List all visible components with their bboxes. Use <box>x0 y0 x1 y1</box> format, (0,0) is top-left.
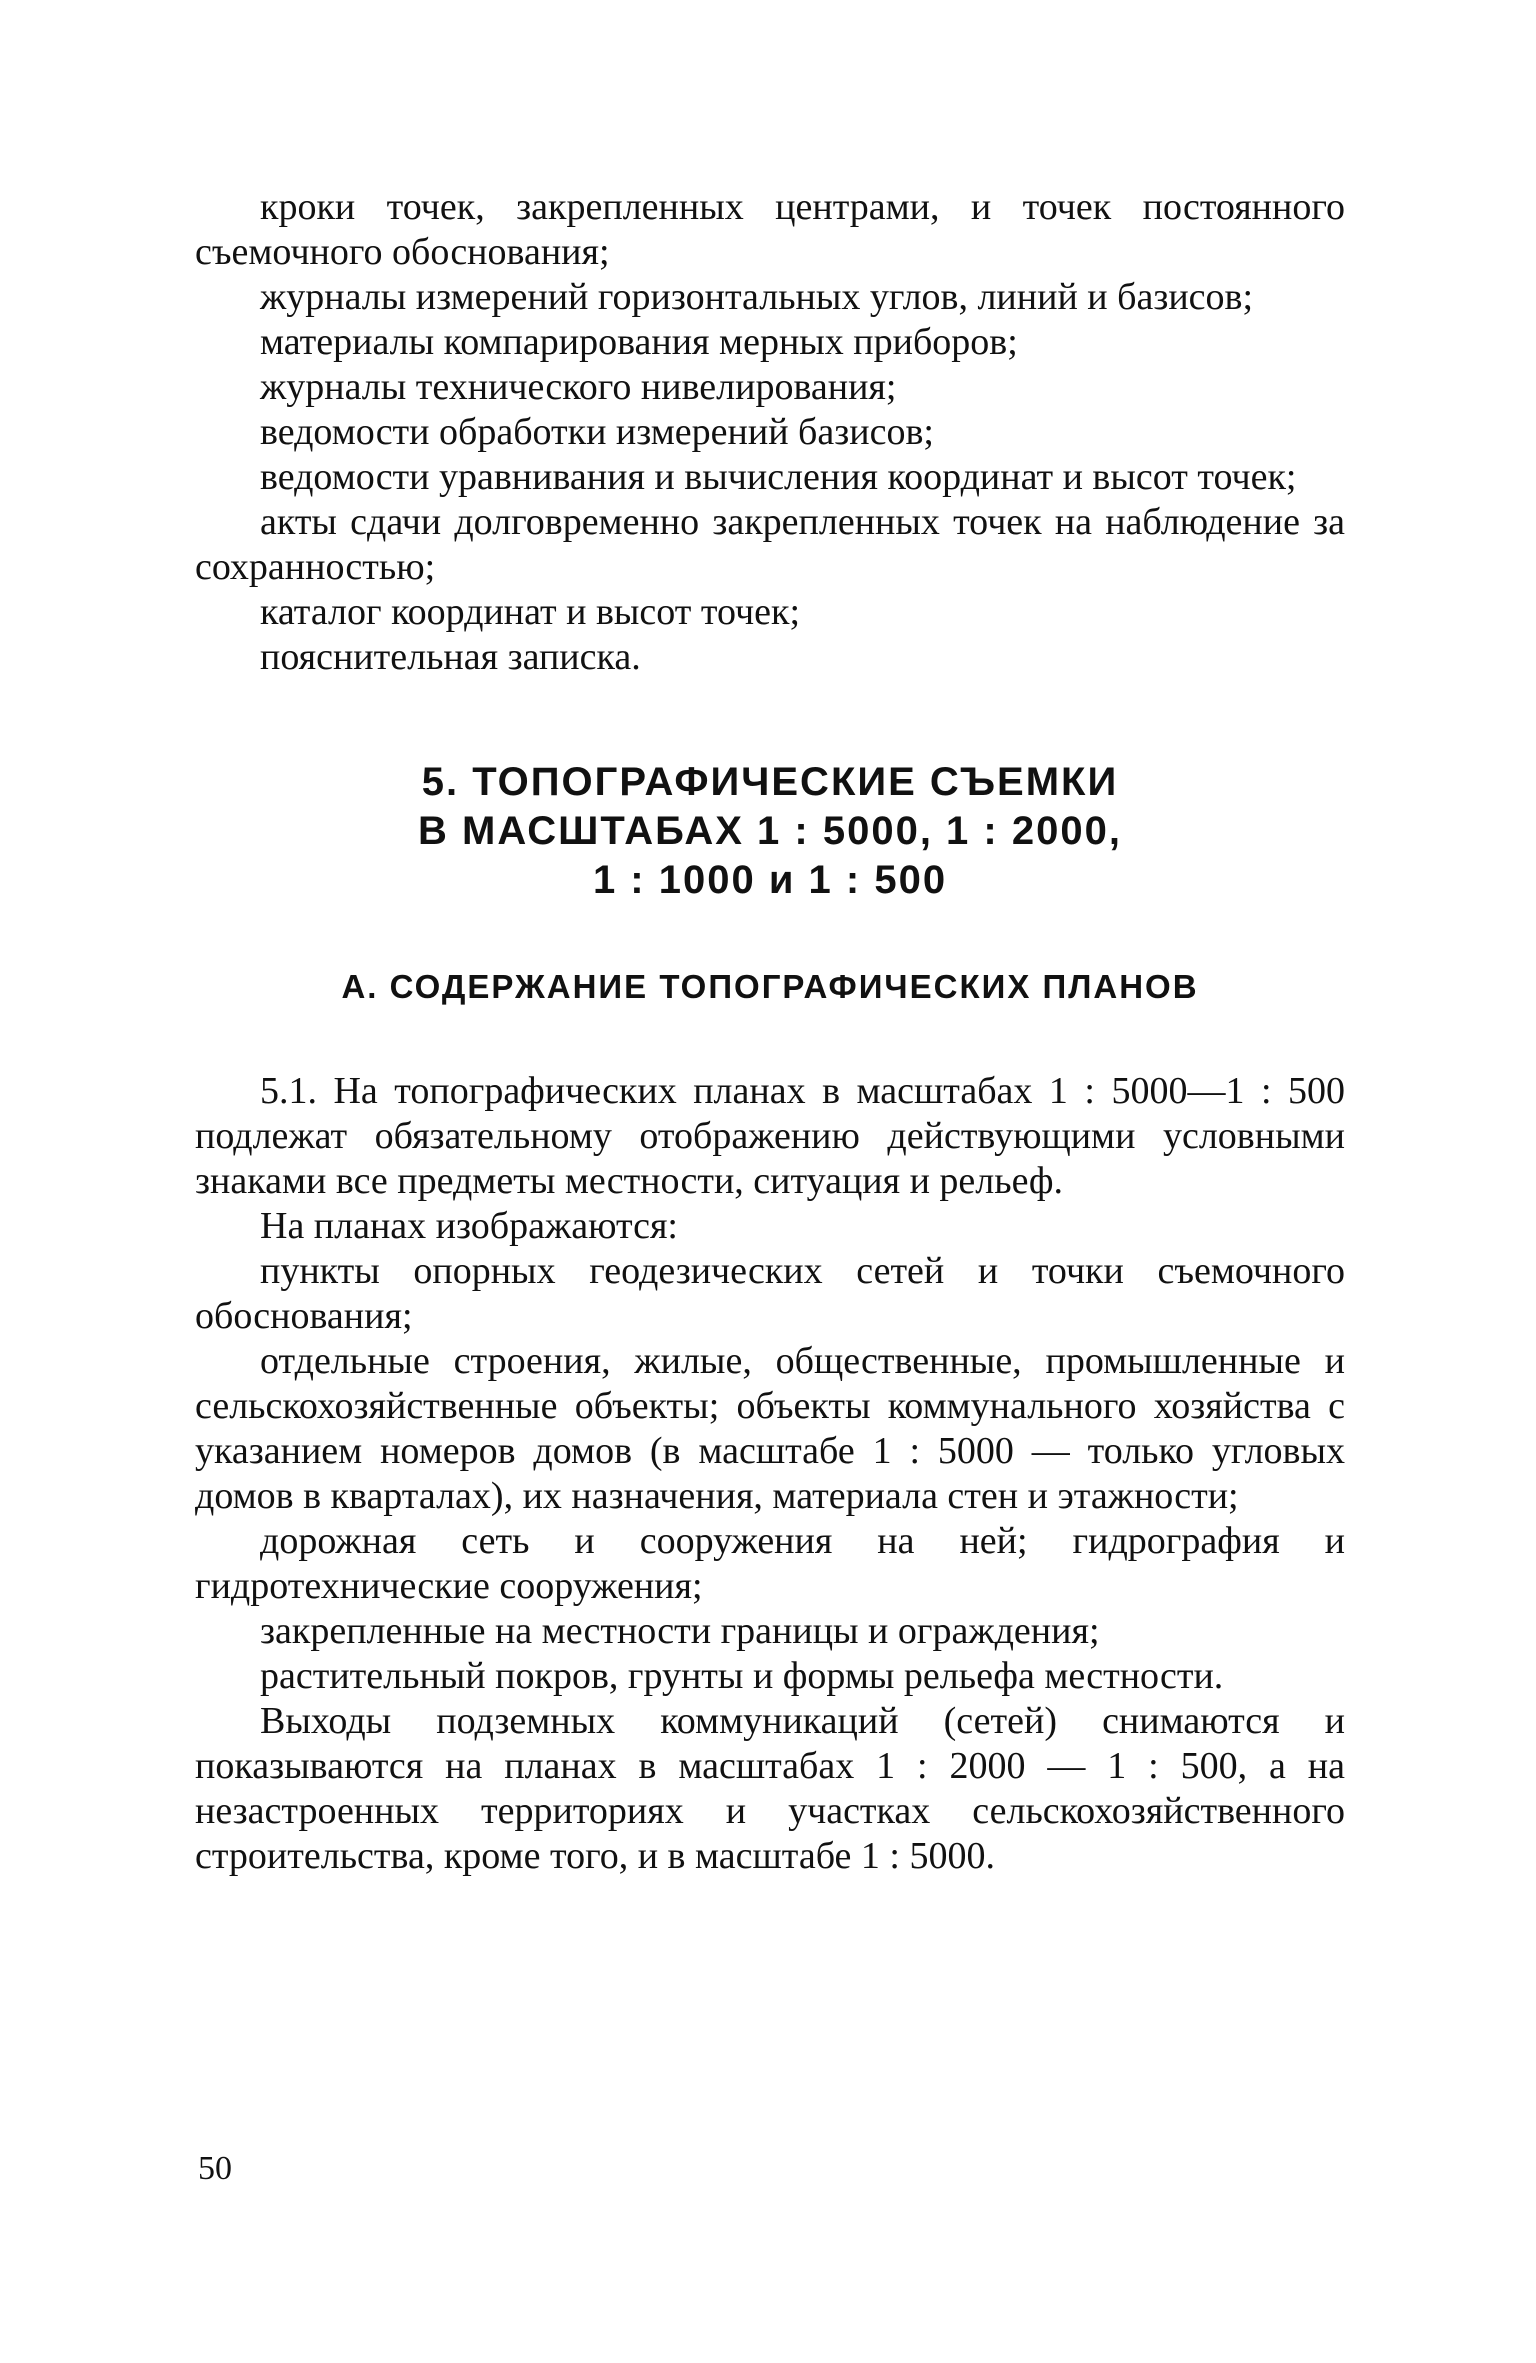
paragraph: дорожная сеть и сооружения на ней; гидрография и гидротехнические сооружения; <box>195 1520 1345 1607</box>
list-item: материалы компарирования мерных приборов; <box>260 321 1018 363</box>
page-number: 50 <box>198 2150 232 2187</box>
body-text <box>195 1069 1345 1879</box>
list-item: акты сдачи долговременно закрепленных точек на наблюдение за сохранностью; <box>195 501 1345 588</box>
list-item: ведомости обработки измерений базисов; <box>260 411 934 453</box>
paragraph: закрепленные на местности границы и ограждения; <box>260 1610 1100 1652</box>
list-item: пояснительная записка. <box>260 636 641 678</box>
section-heading-line: В МАСШТАБАХ 1 : 5000, 1 : 2000, <box>418 809 1122 853</box>
paragraph: Выходы подземных коммуникаций (сетей) снимаются и показываются на планах в масштабах 1 : 2000 — 1 : 500, а на незастроенных территориях и участках сельскохозяйственного строительства, кроме того, и в масштабе 1 : 5000. <box>195 1700 1345 1877</box>
paragraph: растительный покров, грунты и формы рельефа местности. <box>260 1655 1224 1697</box>
top-list <box>195 185 1345 680</box>
list-item: журналы измерений горизонтальных углов, линий и базисов; <box>260 276 1254 318</box>
list-item: журналы технического нивелирования; <box>260 366 897 408</box>
section-heading-line: 1 : 1000 и 1 : 500 <box>592 858 948 902</box>
subsection-heading: А. СОДЕРЖАНИЕ ТОПОГРАФИЧЕСКИХ ПЛАНОВ <box>341 968 1199 1005</box>
paragraph: отдельные строения, жилые, общественные, промышленные и сельскохозяйственные объекты; объекты коммунального хозяйства с указанием номеров домов (в масштабе 1 : 5000 — только угловых домов в кварталах), их назначения, материала стен и этажности; <box>195 1340 1345 1517</box>
list-item: каталог координат и высот точек; <box>260 591 801 633</box>
document-page <box>195 185 1345 1879</box>
list-item: ведомости уравнивания и вычисления координат и высот точек; <box>260 456 1297 498</box>
list-item: кроки точек, закрепленных центрами, и точек постоянного съемочного обоснования; <box>195 186 1345 273</box>
section-heading <box>195 758 1345 905</box>
paragraph: 5.1. На топографических планах в масштабах 1 : 5000—1 : 500 подлежат обязательному отображению действующими условными знаками все предметы местности, ситуация и рельеф. <box>195 1070 1345 1202</box>
section-heading-line: 5. ТОПОГРАФИЧЕСКИЕ СЪЕМКИ <box>421 760 1119 804</box>
paragraph: На планах изображаются: <box>260 1205 678 1247</box>
paragraph: пункты опорных геодезических сетей и точки съемочного обоснования; <box>195 1250 1345 1337</box>
